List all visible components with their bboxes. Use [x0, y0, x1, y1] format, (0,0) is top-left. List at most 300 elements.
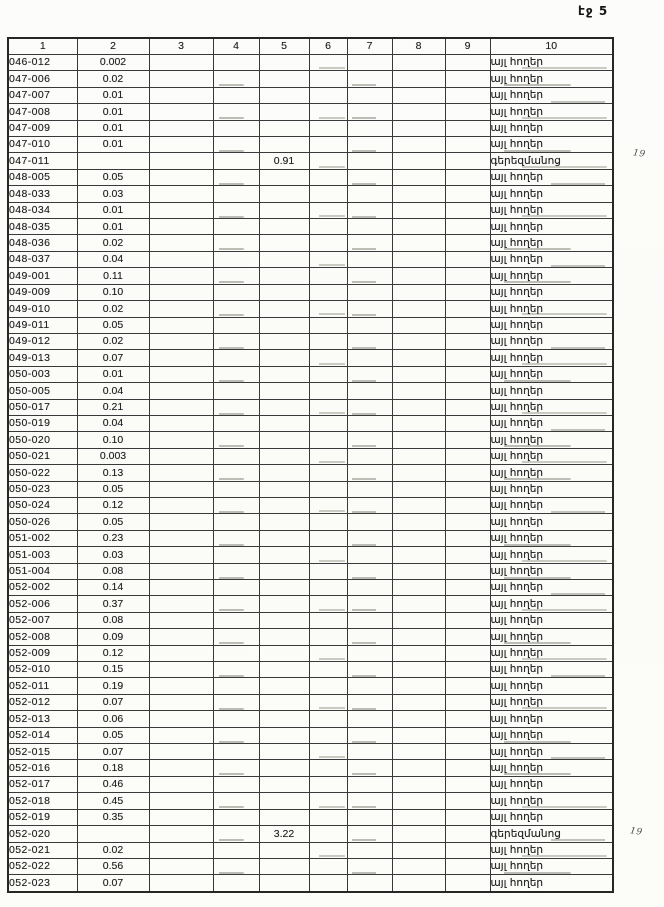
area-value-cell: 0.03: [77, 547, 149, 563]
area-value-cell: 0.01: [77, 366, 149, 382]
empty-cell: [309, 678, 347, 694]
empty-cell: [149, 219, 213, 235]
empty-cell: [347, 530, 392, 546]
empty-cell: [445, 793, 490, 809]
land-type-cell: այլ հողեր: [490, 202, 613, 218]
area-value-cell: 0.07: [77, 694, 149, 710]
empty-cell: [213, 251, 259, 267]
col5-value-cell: [259, 481, 309, 497]
empty-cell: [309, 284, 347, 300]
col5-value-cell: [259, 842, 309, 858]
empty-cell: [347, 514, 392, 530]
table-row: [8, 333, 613, 349]
empty-cell: [347, 284, 392, 300]
col5-value-cell: [259, 547, 309, 563]
col5-value-cell: [259, 793, 309, 809]
table-row: [8, 809, 613, 825]
empty-cell: [347, 563, 392, 579]
area-value-cell: 0.14: [77, 580, 149, 596]
table-row: [8, 662, 613, 678]
empty-cell: [309, 186, 347, 202]
empty-cell: [213, 153, 259, 169]
empty-cell: [445, 662, 490, 678]
table-row: [8, 432, 613, 448]
empty-cell: [213, 366, 259, 382]
land-type-cell: այլ հողեր: [490, 694, 613, 710]
empty-cell: [392, 662, 445, 678]
land-type-cell: գերեզմանոց: [490, 153, 613, 169]
empty-cell: [213, 186, 259, 202]
empty-cell: [213, 120, 259, 136]
empty-cell: [392, 858, 445, 874]
land-type-cell: այլ հողեր: [490, 776, 613, 792]
area-value-cell: 0.05: [77, 727, 149, 743]
empty-cell: [347, 120, 392, 136]
empty-cell: [309, 662, 347, 678]
empty-cell: [213, 580, 259, 596]
table-row: [8, 137, 613, 153]
empty-cell: [309, 87, 347, 103]
table-row: [8, 301, 613, 317]
empty-cell: [213, 727, 259, 743]
handwritten-margin-mark: 19: [629, 826, 644, 838]
empty-cell: [445, 71, 490, 87]
empty-cell: [149, 514, 213, 530]
empty-cell: [392, 202, 445, 218]
area-value-cell: 0.05: [77, 317, 149, 333]
empty-cell: [213, 465, 259, 481]
empty-cell: [309, 350, 347, 366]
empty-cell: [309, 744, 347, 760]
area-value-cell: 0.37: [77, 596, 149, 612]
empty-cell: [309, 71, 347, 87]
empty-cell: [347, 350, 392, 366]
parcel-code-cell: 052-019: [8, 809, 77, 825]
empty-cell: [347, 235, 392, 251]
land-type-cell: այլ հողեր: [490, 301, 613, 317]
empty-cell: [149, 284, 213, 300]
empty-cell: [347, 760, 392, 776]
empty-cell: [309, 448, 347, 464]
empty-cell: [213, 399, 259, 415]
empty-cell: [309, 137, 347, 153]
empty-cell: [392, 645, 445, 661]
empty-cell: [309, 809, 347, 825]
empty-cell: [347, 744, 392, 760]
empty-cell: [392, 842, 445, 858]
col5-value-cell: [259, 350, 309, 366]
table-row: [8, 399, 613, 415]
col5-value-cell: [259, 87, 309, 103]
empty-cell: [445, 251, 490, 267]
empty-cell: [347, 629, 392, 645]
col5-value-cell: [259, 563, 309, 579]
area-value-cell: 0.02: [77, 235, 149, 251]
parcel-code-cell: 048-036: [8, 235, 77, 251]
empty-cell: [392, 251, 445, 267]
parcel-code-cell: 047-008: [8, 104, 77, 120]
empty-cell: [213, 333, 259, 349]
col5-value-cell: [259, 497, 309, 513]
empty-cell: [347, 186, 392, 202]
area-value-cell: 0.13: [77, 465, 149, 481]
area-value-cell: 0.01: [77, 120, 149, 136]
empty-cell: [445, 809, 490, 825]
table-row: [8, 645, 613, 661]
parcel-code-cell: 047-007: [8, 87, 77, 103]
col5-value-cell: [259, 55, 309, 71]
land-type-cell: այլ հողեր: [490, 645, 613, 661]
land-type-cell: այլ հողեր: [490, 317, 613, 333]
empty-cell: [445, 104, 490, 120]
empty-cell: [309, 694, 347, 710]
empty-cell: [392, 137, 445, 153]
empty-cell: [149, 694, 213, 710]
empty-cell: [347, 448, 392, 464]
col5-value-cell: [259, 744, 309, 760]
col5-value-cell: [259, 514, 309, 530]
empty-cell: [213, 530, 259, 546]
empty-cell: [213, 826, 259, 842]
empty-cell: [149, 366, 213, 382]
area-value-cell: 0.01: [77, 87, 149, 103]
empty-cell: [445, 268, 490, 284]
empty-cell: [309, 104, 347, 120]
empty-cell: [213, 87, 259, 103]
area-value-cell: 0.003: [77, 448, 149, 464]
land-type-cell: այլ հողեր: [490, 629, 613, 645]
empty-cell: [149, 629, 213, 645]
empty-cell: [309, 875, 347, 892]
empty-cell: [309, 645, 347, 661]
empty-cell: [309, 219, 347, 235]
empty-cell: [309, 235, 347, 251]
empty-cell: [445, 760, 490, 776]
empty-cell: [347, 169, 392, 185]
empty-cell: [149, 662, 213, 678]
area-value-cell: 0.12: [77, 645, 149, 661]
empty-cell: [213, 268, 259, 284]
parcel-code-cell: 050-003: [8, 366, 77, 382]
parcel-code-cell: 051-003: [8, 547, 77, 563]
empty-cell: [309, 563, 347, 579]
parcel-code-cell: 047-006: [8, 71, 77, 87]
empty-cell: [309, 497, 347, 513]
empty-cell: [347, 317, 392, 333]
table-row: [8, 251, 613, 267]
empty-cell: [347, 858, 392, 874]
parcel-code-cell: 049-013: [8, 350, 77, 366]
col5-value-cell: [259, 71, 309, 87]
empty-cell: [392, 399, 445, 415]
empty-cell: [213, 596, 259, 612]
land-type-cell: այլ հողեր: [490, 760, 613, 776]
land-type-cell: այլ հողեր: [490, 268, 613, 284]
empty-cell: [213, 612, 259, 628]
empty-cell: [309, 858, 347, 874]
parcel-code-cell: 052-018: [8, 793, 77, 809]
empty-cell: [149, 793, 213, 809]
empty-cell: [149, 497, 213, 513]
parcel-code-cell: 052-015: [8, 744, 77, 760]
empty-cell: [309, 727, 347, 743]
empty-cell: [445, 399, 490, 415]
parcel-code-cell: 050-026: [8, 514, 77, 530]
empty-cell: [347, 202, 392, 218]
table-row: [8, 793, 613, 809]
empty-cell: [392, 301, 445, 317]
parcel-code-cell: 047-010: [8, 137, 77, 153]
land-type-cell: այլ հողեր: [490, 481, 613, 497]
column-header-5: 5: [259, 38, 309, 55]
col5-value-cell: [259, 662, 309, 678]
col5-value-cell: [259, 120, 309, 136]
empty-cell: [392, 514, 445, 530]
area-value-cell: 0.04: [77, 415, 149, 431]
parcel-code-cell: 049-011: [8, 317, 77, 333]
empty-cell: [445, 219, 490, 235]
empty-cell: [392, 711, 445, 727]
empty-cell: [149, 645, 213, 661]
empty-cell: [445, 432, 490, 448]
empty-cell: [309, 399, 347, 415]
land-type-cell: այլ հողեր: [490, 875, 613, 892]
empty-cell: [149, 547, 213, 563]
table-row: [8, 563, 613, 579]
area-value-cell: 0.02: [77, 333, 149, 349]
empty-cell: [213, 514, 259, 530]
empty-cell: [309, 530, 347, 546]
col5-value-cell: [259, 727, 309, 743]
empty-cell: [347, 399, 392, 415]
area-value-cell: 0.03: [77, 186, 149, 202]
empty-cell: [445, 120, 490, 136]
parcel-code-cell: 050-019: [8, 415, 77, 431]
table-row: [8, 875, 613, 892]
col5-value-cell: [259, 333, 309, 349]
empty-cell: [309, 268, 347, 284]
column-header-10: 10: [490, 38, 613, 55]
table-row: [8, 858, 613, 874]
parcel-code-cell: 048-037: [8, 251, 77, 267]
empty-cell: [392, 71, 445, 87]
parcel-code-cell: 050-017: [8, 399, 77, 415]
empty-cell: [392, 580, 445, 596]
table-row: [8, 202, 613, 218]
area-value-cell: [77, 153, 149, 169]
land-type-cell: այլ հողեր: [490, 235, 613, 251]
table-row: [8, 711, 613, 727]
table-row: [8, 383, 613, 399]
land-type-cell: այլ հողեր: [490, 219, 613, 235]
empty-cell: [392, 547, 445, 563]
empty-cell: [392, 333, 445, 349]
table-row: [8, 612, 613, 628]
empty-cell: [445, 776, 490, 792]
empty-cell: [149, 563, 213, 579]
land-type-cell: այլ հողեր: [490, 251, 613, 267]
empty-cell: [445, 153, 490, 169]
empty-cell: [309, 629, 347, 645]
page-number-label: էջ 5: [578, 4, 609, 18]
empty-cell: [445, 333, 490, 349]
area-value-cell: 0.04: [77, 251, 149, 267]
empty-cell: [213, 645, 259, 661]
land-type-cell: այլ հողեր: [490, 120, 613, 136]
empty-cell: [445, 415, 490, 431]
col5-value-cell: [259, 202, 309, 218]
empty-cell: [392, 612, 445, 628]
land-type-cell: այլ հողեր: [490, 612, 613, 628]
empty-cell: [347, 366, 392, 382]
land-type-cell: այլ հողեր: [490, 448, 613, 464]
parcel-code-cell: 048-035: [8, 219, 77, 235]
parcel-code-cell: 049-009: [8, 284, 77, 300]
empty-cell: [149, 120, 213, 136]
empty-cell: [392, 809, 445, 825]
empty-cell: [347, 55, 392, 71]
empty-cell: [347, 727, 392, 743]
empty-cell: [309, 481, 347, 497]
table-row: [8, 169, 613, 185]
empty-cell: [149, 317, 213, 333]
empty-cell: [309, 317, 347, 333]
empty-cell: [392, 235, 445, 251]
land-type-cell: այլ հողեր: [490, 858, 613, 874]
land-type-cell: այլ հողեր: [490, 563, 613, 579]
empty-cell: [149, 776, 213, 792]
parcel-code-cell: 050-005: [8, 383, 77, 399]
parcel-code-cell: 052-010: [8, 662, 77, 678]
parcel-code-cell: 052-008: [8, 629, 77, 645]
empty-cell: [445, 826, 490, 842]
area-value-cell: 0.07: [77, 744, 149, 760]
area-value-cell: 0.10: [77, 284, 149, 300]
column-header-7: 7: [347, 38, 392, 55]
empty-cell: [445, 350, 490, 366]
empty-cell: [445, 711, 490, 727]
parcel-code-cell: 047-011: [8, 153, 77, 169]
empty-cell: [213, 284, 259, 300]
empty-cell: [149, 580, 213, 596]
empty-cell: [149, 612, 213, 628]
parcel-code-cell: 048-005: [8, 169, 77, 185]
area-value-cell: 0.05: [77, 481, 149, 497]
area-value-cell: 0.04: [77, 383, 149, 399]
empty-cell: [149, 465, 213, 481]
area-value-cell: 0.08: [77, 563, 149, 579]
table-row: [8, 71, 613, 87]
parcel-code-cell: 050-024: [8, 497, 77, 513]
empty-cell: [213, 137, 259, 153]
empty-cell: [445, 383, 490, 399]
empty-cell: [445, 514, 490, 530]
empty-cell: [347, 497, 392, 513]
empty-cell: [392, 596, 445, 612]
table-body: [8, 55, 613, 893]
empty-cell: [309, 415, 347, 431]
empty-cell: [149, 432, 213, 448]
empty-cell: [149, 711, 213, 727]
empty-cell: [392, 186, 445, 202]
empty-cell: [309, 465, 347, 481]
column-header-1: 1: [8, 38, 77, 55]
empty-cell: [392, 629, 445, 645]
empty-cell: [213, 694, 259, 710]
empty-cell: [149, 251, 213, 267]
empty-cell: [445, 497, 490, 513]
table-row: [8, 465, 613, 481]
empty-cell: [347, 251, 392, 267]
col5-value-cell: [259, 580, 309, 596]
empty-cell: [149, 481, 213, 497]
empty-cell: [445, 858, 490, 874]
empty-cell: [445, 284, 490, 300]
empty-cell: [213, 481, 259, 497]
land-type-cell: այլ հողեր: [490, 662, 613, 678]
parcel-code-cell: 052-022: [8, 858, 77, 874]
cadastre-table: [7, 37, 614, 893]
empty-cell: [213, 563, 259, 579]
empty-cell: [213, 104, 259, 120]
land-type-cell: այլ հողեր: [490, 744, 613, 760]
column-header-2: 2: [77, 38, 149, 55]
empty-cell: [445, 366, 490, 382]
col5-value-cell: [259, 235, 309, 251]
parcel-code-cell: 052-007: [8, 612, 77, 628]
land-type-cell: այլ հողեր: [490, 727, 613, 743]
empty-cell: [149, 596, 213, 612]
area-value-cell: 0.08: [77, 612, 149, 628]
empty-cell: [347, 383, 392, 399]
empty-cell: [149, 399, 213, 415]
table-row: [8, 481, 613, 497]
empty-cell: [392, 776, 445, 792]
parcel-code-cell: 052-009: [8, 645, 77, 661]
land-type-cell: այլ հողեր: [490, 547, 613, 563]
empty-cell: [309, 366, 347, 382]
parcel-code-cell: 052-021: [8, 842, 77, 858]
col5-value-cell: [259, 858, 309, 874]
col5-value-cell: [259, 169, 309, 185]
empty-cell: [149, 350, 213, 366]
empty-cell: [392, 317, 445, 333]
empty-cell: [149, 55, 213, 71]
column-header-9: 9: [445, 38, 490, 55]
empty-cell: [213, 383, 259, 399]
parcel-code-cell: 049-001: [8, 268, 77, 284]
empty-cell: [149, 202, 213, 218]
empty-cell: [347, 694, 392, 710]
col5-value-cell: 3.22: [259, 826, 309, 842]
parcel-code-cell: 047-009: [8, 120, 77, 136]
table-row: [8, 678, 613, 694]
table-row: [8, 235, 613, 251]
empty-cell: [213, 842, 259, 858]
empty-cell: [347, 547, 392, 563]
empty-cell: [445, 645, 490, 661]
empty-cell: [392, 268, 445, 284]
table-row: [8, 826, 613, 842]
col5-value-cell: [259, 317, 309, 333]
table-row: [8, 842, 613, 858]
empty-cell: [392, 55, 445, 71]
col5-value-cell: [259, 612, 309, 628]
empty-cell: [347, 71, 392, 87]
empty-cell: [347, 268, 392, 284]
empty-cell: [445, 875, 490, 892]
land-type-cell: այլ հողեր: [490, 186, 613, 202]
